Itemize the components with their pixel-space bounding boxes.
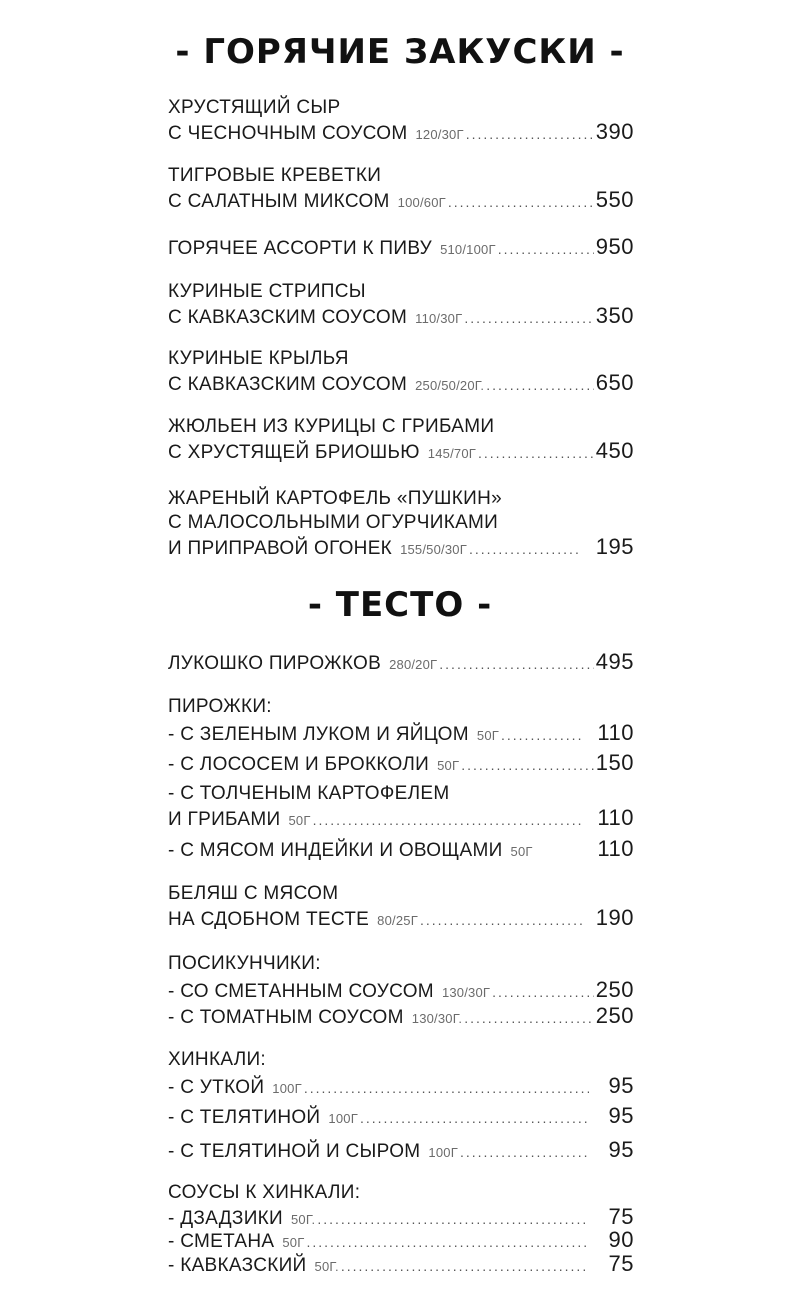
- group-label-pies: ПИРОЖКИ:: [168, 696, 272, 717]
- item-price: 250: [595, 1003, 634, 1028]
- menu-item-posikunchiki-sour: [168, 978, 634, 1002]
- dot-leader: [469, 537, 582, 561]
- item-strips-line1: КУРИНЫЕ СТРИПСЫ: [168, 281, 366, 302]
- dot-leader: [360, 1106, 589, 1130]
- item-price: 950: [595, 234, 634, 259]
- dot-leader: [492, 980, 594, 1004]
- item-weight: 80/25Г: [377, 913, 418, 928]
- item-name: С ХРУСТЯЩЕЙ БРИОШЬЮ: [168, 442, 420, 463]
- item-weight: 50Г.: [290, 1212, 316, 1227]
- item-weight: 130/30Г.: [411, 1011, 463, 1026]
- item-price: 390: [595, 119, 634, 144]
- item-name: - С УТКОЙ: [168, 1077, 265, 1098]
- item-name: С САЛАТНЫМ МИКСОМ: [168, 191, 390, 212]
- item-price: 350: [595, 303, 634, 328]
- menu-item-sauce-kavkaz: [168, 1252, 634, 1276]
- item-price: 75: [608, 1204, 634, 1229]
- section-title-dough: - ТЕСТО -: [307, 585, 493, 625]
- dot-leader: [466, 122, 594, 146]
- item-weight: 100Г: [428, 1145, 458, 1160]
- item-price: 95: [608, 1103, 634, 1128]
- menu-item-pie-onion: [168, 721, 634, 745]
- item-name: И ГРИБАМИ: [168, 809, 281, 830]
- item-price: 550: [595, 187, 634, 212]
- item-weight: 50Г: [510, 844, 533, 859]
- menu-item-sauce-tzatziki: [168, 1205, 634, 1229]
- item-weight: 145/70Г: [427, 446, 476, 461]
- item-weight: 510/100Г: [440, 242, 496, 257]
- dot-leader: [306, 1230, 586, 1254]
- menu-item-pie-turkey: [168, 837, 634, 861]
- item-name: - С ТОМАТНЫМ СОУСОМ: [168, 1007, 404, 1028]
- item-name: - С ТЕЛЯТИНОЙ: [168, 1107, 321, 1128]
- dot-leader: [304, 1076, 589, 1100]
- menu-item-pie-mash: [168, 806, 634, 830]
- menu-item-khinkali-veal-cheese: [168, 1138, 634, 1162]
- menu-item-shrimp: [168, 188, 634, 212]
- item-belyash-line1: БЕЛЯШ С МЯСОМ: [168, 883, 339, 904]
- item-price: 150: [595, 750, 634, 775]
- dot-leader: [313, 808, 584, 832]
- item-weight: 280/20Г: [389, 657, 438, 672]
- item-price: 95: [608, 1073, 634, 1098]
- item-weight: 120/30Г: [415, 127, 464, 142]
- item-cheese-line1: ХРУСТЯЩИЙ СЫР: [168, 97, 341, 118]
- item-price: 195: [595, 534, 634, 559]
- item-name: С КАВКАЗСКИМ СОУСОМ: [168, 307, 408, 328]
- dot-leader: [498, 237, 594, 261]
- item-price: 110: [597, 836, 634, 861]
- item-weight: 50Г: [476, 728, 499, 743]
- item-price: 90: [608, 1227, 634, 1252]
- dot-leader: [448, 190, 594, 214]
- item-name: НА СДОБНОМ ТЕСТЕ: [168, 909, 370, 930]
- item-wings-line1: КУРИНЫЕ КРЫЛЬЯ: [168, 348, 349, 369]
- dot-leader: [478, 441, 594, 465]
- item-price: 95: [608, 1137, 634, 1162]
- item-price: 110: [597, 805, 634, 830]
- group-label-khinkali: ХИНКАЛИ:: [168, 1049, 267, 1070]
- item-name: - СМЕТАНА: [168, 1231, 275, 1252]
- item-weight: 50Г: [437, 758, 460, 773]
- dot-leader: [501, 723, 583, 747]
- item-potato-line1: ЖАРЕНЫЙ КАРТОФЕЛЬ «ПУШКИН»: [168, 488, 502, 509]
- dot-leader: [460, 1140, 589, 1164]
- item-weight: 50Г.: [314, 1259, 339, 1274]
- menu-item-assorti: [168, 235, 634, 259]
- item-name: - С МЯСОМ ИНДЕЙКИ И ОВОЩАМИ: [168, 840, 503, 861]
- item-weight: 110/30Г: [415, 311, 463, 326]
- item-shrimp-line1: ТИГРОВЫЕ КРЕВЕТКИ: [168, 165, 382, 186]
- dot-leader: [341, 1254, 587, 1278]
- menu-item-potato: [168, 535, 634, 559]
- item-price: 495: [595, 649, 634, 674]
- menu-item-strips: [168, 304, 634, 328]
- item-potato-line2: С МАЛОСОЛЬНЫМИ ОГУРЧИКАМИ: [168, 512, 499, 533]
- menu-item-wings: [168, 371, 634, 395]
- item-price: 250: [595, 977, 634, 1002]
- item-name: - СО СМЕТАННЫМ СОУСОМ: [168, 981, 434, 1002]
- item-price: 190: [595, 905, 634, 930]
- menu-item-belyash: [168, 906, 634, 930]
- item-name: - С ЗЕЛЕНЫМ ЛУКОМ И ЯЙЦОМ: [168, 724, 469, 745]
- item-name: ЛУКОШКО ПИРОЖКОВ: [168, 653, 382, 674]
- item-name: ГОРЯЧЕЕ АССОРТИ К ПИВУ: [168, 238, 433, 259]
- item-weight: 130/30Г: [441, 985, 491, 1000]
- item-name: - ДЗАДЗИКИ: [168, 1208, 283, 1229]
- group-label-sauces: СОУСЫ К ХИНКАЛИ:: [168, 1182, 361, 1203]
- dot-leader: [486, 373, 594, 397]
- dot-leader: [461, 753, 594, 777]
- item-julien-line1: ЖЮЛЬЕН ИЗ КУРИЦЫ С ГРИБАМИ: [168, 416, 495, 437]
- item-price: 650: [595, 370, 634, 395]
- item-weight: 50Г: [282, 1235, 305, 1250]
- menu-item-khinkali-veal: [168, 1104, 634, 1128]
- menu-item-julien: [168, 439, 634, 463]
- item-price: 450: [595, 438, 634, 463]
- menu-item-posikunchiki-tomato: [168, 1004, 634, 1028]
- dot-leader: [464, 1006, 594, 1030]
- menu-item-pie-salmon: [168, 751, 634, 775]
- item-weight: 100Г: [272, 1081, 302, 1096]
- item-weight: 155/50/30Г: [400, 542, 467, 557]
- item-name: С КАВКАЗСКИМ СОУСОМ: [168, 374, 408, 395]
- menu-item-basket: [168, 650, 634, 674]
- item-weight: 50Г: [288, 813, 311, 828]
- item-weight: 250/50/20Г.: [415, 378, 485, 393]
- dot-leader: [420, 908, 582, 932]
- section-title-hot-appetizers: - ГОРЯЧИЕ ЗАКУСКИ -: [175, 32, 625, 72]
- item-name: С ЧЕСНОЧНЫМ СОУСОМ: [168, 123, 408, 144]
- item-name: - КАВКАЗСКИЙ: [168, 1255, 307, 1276]
- item-name: И ПРИПРАВОЙ ОГОНЕК: [168, 538, 393, 559]
- menu-item-cheese: [168, 120, 634, 144]
- dot-leader: [464, 306, 593, 330]
- item-weight: 100Г: [328, 1111, 358, 1126]
- dot-leader: [439, 652, 594, 676]
- menu-item-khinkali-duck: [168, 1074, 634, 1098]
- item-price: 110: [597, 720, 634, 745]
- group-label-posikunchiki: ПОСИКУНЧИКИ:: [168, 953, 321, 974]
- item-weight: 100/60Г: [397, 195, 446, 210]
- item-name: - С ТЕЛЯТИНОЙ И СЫРОМ: [168, 1141, 421, 1162]
- item-pie-mash-line1: - С ТОЛЧЕНЫМ КАРТОФЕЛЕМ: [168, 783, 450, 804]
- item-price: 75: [608, 1251, 634, 1276]
- menu-item-sauce-smetana: [168, 1228, 634, 1252]
- item-name: - С ЛОСОСЕМ И БРОККОЛИ: [168, 754, 430, 775]
